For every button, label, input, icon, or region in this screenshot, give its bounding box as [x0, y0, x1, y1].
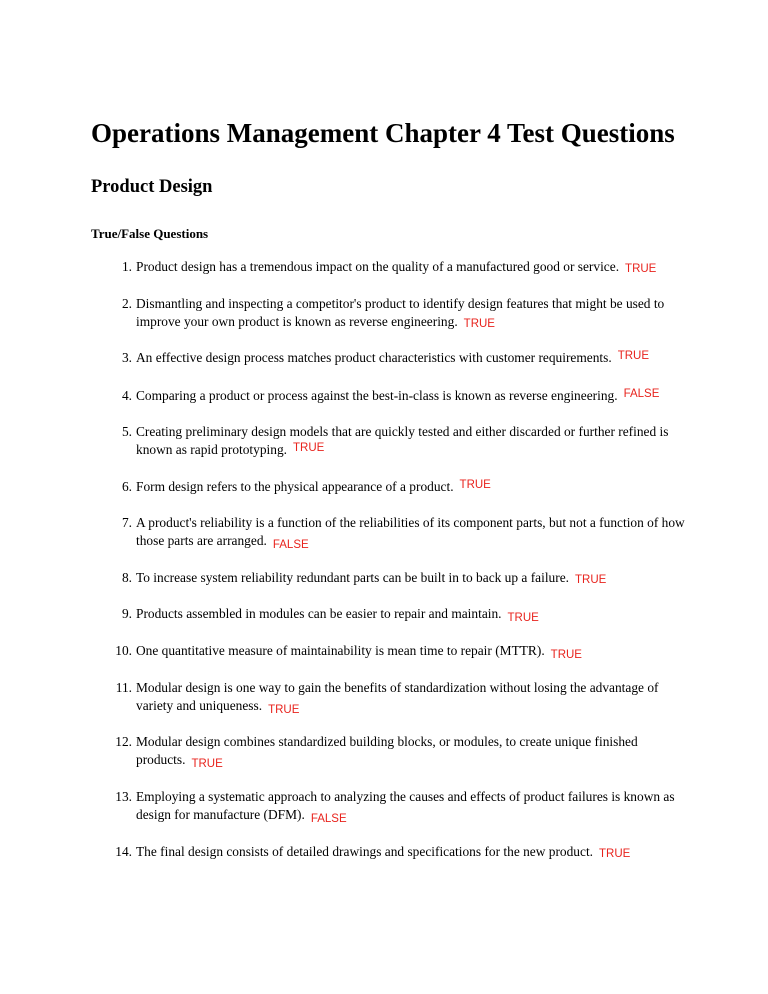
question-number: 3.	[121, 350, 132, 365]
question-item	[108, 679, 688, 716]
question-item	[108, 569, 688, 588]
answer-label: TRUE	[599, 848, 631, 860]
subsection-title: True/False Questions	[91, 226, 209, 241]
question-text: Dismantling and inspecting a competitor's product to identify design features that might be used to improve your own product is known as reverse engineering.	[136, 296, 665, 329]
question-number: 13.	[115, 789, 132, 804]
question-number: 14.	[115, 844, 132, 859]
question-item	[108, 605, 688, 624]
question-text: Form design refers to the physical appearance of a product.	[136, 479, 454, 494]
answer-label: TRUE	[191, 758, 223, 770]
question-number: 7.	[121, 515, 132, 530]
question-text: Modular design combines standardized building blocks, or modules, to create unique finished products.	[136, 734, 638, 767]
answer-label: TRUE	[575, 574, 607, 586]
answer-label: TRUE	[459, 479, 491, 491]
question-number: 9.	[121, 606, 132, 621]
question-number: 2.	[121, 296, 132, 311]
answer-label: TRUE	[625, 263, 657, 275]
answer-label: TRUE	[293, 442, 325, 454]
answer-label: TRUE	[268, 704, 300, 716]
question-text: Employing a systematic approach to analyzing the causes and effects of product failures is known as design for manufacture (DFM).	[136, 789, 675, 822]
document-title: Operations Management Chapter 4 Test Questions	[91, 118, 675, 148]
answer-label: TRUE	[507, 612, 539, 624]
question-text: One quantitative measure of maintainability is mean time to repair (MTTR).	[136, 643, 545, 658]
question-item	[108, 349, 688, 368]
answer-label: TRUE	[463, 318, 495, 330]
question-text: Comparing a product or process against the best-in-class is known as reverse engineering.	[136, 388, 618, 403]
answer-label: FALSE	[272, 539, 309, 551]
answer-label: TRUE	[550, 649, 582, 661]
question-item	[108, 478, 688, 497]
question-item	[108, 258, 688, 277]
question-text: Creating preliminary design models that are quickly tested and either discarded or further refined is known as rapid prototyping.	[136, 424, 669, 457]
question-number: 8.	[121, 570, 132, 585]
question-number: 11.	[115, 680, 132, 695]
question-text: Products assembled in modules can be easier to repair and maintain.	[136, 606, 502, 621]
question-number: 4.	[121, 388, 132, 403]
answer-label: TRUE	[617, 350, 650, 362]
answer-label: FALSE	[310, 813, 347, 825]
question-item	[108, 514, 688, 551]
question-number: 1.	[121, 259, 132, 274]
question-item	[108, 788, 688, 825]
answer-label: FALSE	[623, 388, 660, 400]
question-text: Product design has a tremendous impact on the quality of a manufactured good or service.	[136, 259, 620, 274]
question-number: 12.	[115, 734, 132, 749]
question-text: A product's reliability is a function of the reliabilities of its component parts, but not a function of how those parts are arranged.	[136, 515, 685, 548]
question-text: To increase system reliability redundant parts can be built in to back up a failure.	[136, 570, 569, 585]
question-number: 5.	[121, 424, 132, 439]
question-item	[108, 642, 688, 661]
question-text: The final design consists of detailed drawings and specifications for the new product.	[136, 844, 594, 859]
question-number: 6.	[121, 479, 132, 494]
question-item	[108, 295, 688, 332]
section-title: Product Design	[91, 177, 213, 197]
question-item	[108, 843, 688, 862]
question-number: 10.	[115, 643, 132, 658]
question-item	[108, 733, 688, 770]
question-item	[108, 387, 688, 406]
question-item	[108, 423, 688, 460]
question-text: Modular design is one way to gain the benefits of standardization without losing the advantage of variety and uniqueness.	[136, 680, 659, 713]
question-text: An effective design process matches product characteristics with customer requirements.	[136, 350, 612, 365]
